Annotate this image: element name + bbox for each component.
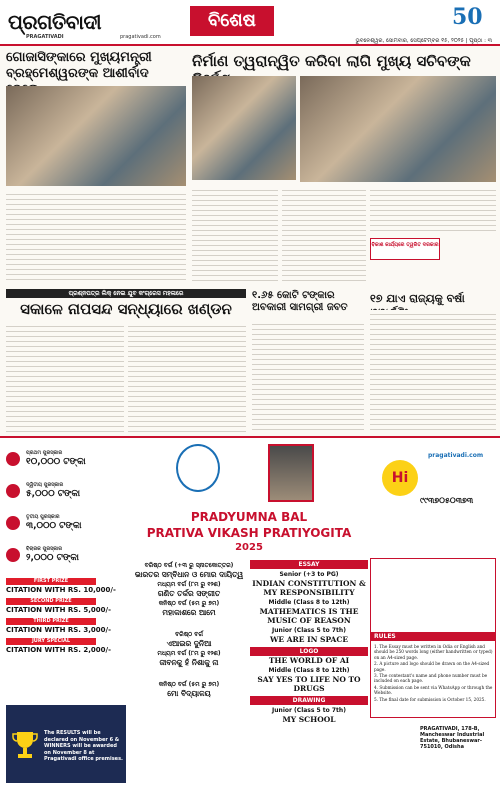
odia-cat-topic-5: ଜୀବନକୁ ହଁ ନିଶାକୁ ନା	[159, 658, 219, 667]
story-body-left	[6, 190, 186, 282]
trophy-icon	[12, 730, 38, 760]
photo-meeting-room	[192, 76, 296, 180]
headline-line-2: ବ୍ରହ୍ମେଶ୍ୱରଙ୍କ ଆଶୀର୍ବାଦ	[6, 66, 149, 81]
prize-amount-2: ୫,୦୦୦ ଟଙ୍କା	[26, 489, 81, 499]
prize-label-2: ଦ୍ୱିତୀୟ ପୁରସ୍କାର	[26, 482, 64, 488]
rain-body	[370, 310, 496, 432]
story-body-main-2	[282, 186, 366, 282]
en-cat-sub-6: Junior (Class 5 to 7th)	[272, 707, 346, 714]
excise-body	[252, 320, 364, 432]
odia-cat-sub-4: ବରିଷ୍ଠ ବର୍ଗ	[175, 631, 203, 638]
founder-portrait	[268, 444, 314, 502]
prize-amount-4: ୨,୦୦୦ ଟଙ୍କା	[26, 553, 79, 563]
rule-item: 4. Submission can be sent via WhatsApp or through the Website.	[374, 684, 493, 696]
en-cat-sub-1: Senior (+3 to PG)	[279, 571, 339, 578]
en-cat-head-drawing: DRAWING	[250, 696, 368, 705]
band-kicker: ପ୍ରଶ୍ନପତ୍ର ଲିକ୍ ନେଇ ଯୁବ କଂଗ୍ରେସ ମହଳାରେ	[6, 289, 246, 298]
prize-amount-3: ୩,୦୦୦ ଟଙ୍କା	[26, 521, 82, 531]
en-cat-sub-3: Junior (Class 5 to 7th)	[272, 627, 346, 634]
photo-chief-secretary-meeting	[300, 76, 496, 182]
rules-title: RULES	[370, 632, 496, 641]
odia-cat-topic-6: ମୋ ବିଦ୍ୟାଳୟ	[167, 689, 211, 698]
odia-cat-topic-3: ମହାକାଶରେ ଆମେ	[162, 608, 216, 617]
band-body-1	[6, 322, 124, 432]
section-title: ବିଶେଷ	[190, 6, 274, 36]
rule-item: 2. A picture and logo should be drawn on the A4-sized page.	[374, 661, 490, 672]
en-cat-topic-1: INDIAN CONSTITUTION & MY RESPONSIBILITY	[252, 579, 366, 597]
prize-badge-2	[6, 484, 20, 498]
citation-amount-4: CITATION WITH RS. 2,000/-	[6, 646, 111, 654]
dateline: ଭୁବନେଶ୍ୱର, ସୋମବାର, ସେପ୍ଟେମ୍ବର ୧୫, ୨୦୨୫ | ପୃଷ୍ଠା : ୩	[355, 38, 492, 44]
results-text: The RESULTS will be declared on November 6 & WINNERS will be awarded on November 8 at Pragativadi office premises.	[44, 730, 123, 762]
publisher-address: PRAGATIVADI, 178-B, Mancheswar Industrial Estate, Bhubaneswar-751010, Odisha	[420, 726, 485, 750]
odia-cat-sub-3: କନିଷ୍ଠ ବର୍ଗ (୫ମ ରୁ ୭ମ)	[158, 600, 220, 607]
citation-label-4: JURY SPECIAL	[6, 638, 96, 645]
rule-item: 3. The contestant's name and phone number must be included on each page.	[374, 673, 488, 684]
anniversary-logo: 50	[452, 4, 483, 30]
headline-line-1: ଗୋଜାସିଙ୍କାରେ ମୁଖ୍ୟମନ୍ତ୍ରୀ	[6, 50, 152, 65]
citation-label-2: SECOND PRIZE	[6, 598, 96, 605]
prize-badge-4	[6, 548, 20, 562]
citation-label-1: FIRST PRIZE	[6, 578, 96, 585]
citation-amount-3: CITATION WITH RS. 3,000/-	[6, 626, 111, 634]
excise-headline[interactable]: ୧.୬୫ କୋଟି ଟଙ୍କାର ଅବକାରୀ ସାମଗ୍ରୀ ଜବତ	[252, 290, 348, 313]
odia-cat-sub-5: ମଧ୍ୟମ ବର୍ଗ (୮ମ ରୁ ୧୨ଶ)	[157, 650, 221, 657]
rule-item: 1. The Essay must be written in Odia or English and should be 250 words long (either handwritten or typed) on an A4-sized page.	[374, 644, 493, 660]
hi-badge[interactable]: Hi	[382, 460, 418, 496]
pull-quote: ବିକାଶ କାର୍ଯ୍ୟରେ ତ୍ୱରିତ ଦରକାର	[370, 238, 440, 260]
logo-url[interactable]: pragativadi.com	[120, 34, 161, 40]
contest-emblem	[176, 444, 220, 492]
en-cat-topic-4: THE WORLD OF AI	[268, 656, 350, 665]
en-cat-sub-2: Middle (Class 8 to 12th)	[268, 599, 350, 606]
prize-badge-1	[6, 452, 20, 466]
en-cat-topic-6: MY SCHOOL	[282, 715, 336, 724]
main-headline[interactable]: ନିର୍ମାଣ ତ୍ୱରାନ୍ୱିତ କରିବା ଲାଗି ମୁଖ୍ୟ ସଚିବଙ୍କ	[192, 52, 471, 70]
odia-cat-sub-6: କନିଷ୍ଠ ବର୍ଗ (୫ମ ରୁ ୭ମ)	[158, 681, 220, 688]
odia-cat-topic-4: ଏଆଇର ଦୁନିଆ	[166, 639, 212, 648]
citation-amount-1: CITATION WITH RS. 10,000/-	[6, 586, 116, 594]
newspaper-logo[interactable]: ପ୍ରଗତିବାଦୀ	[8, 10, 102, 34]
story-body-main-3	[370, 186, 496, 234]
citation-label-3: THIRD PRIZE	[6, 618, 96, 625]
photo-cm-temple	[6, 86, 186, 186]
prize-amount-1: ୧୦,୦୦୦ ଟଙ୍କା	[26, 457, 86, 467]
rule-item: 5. The final date for submission is October 15, 2025.	[374, 696, 486, 702]
contest-title-line-2: PRATIVA VIKASH PRATIYOGITA	[146, 526, 352, 540]
en-cat-topic-5: SAY YES TO LIFE NO TO DRUGS	[257, 675, 361, 693]
rain-warning-headline[interactable]: ୧୭ ଯାଏ ରାଜ୍ୟକୁ ବର୍ଷା	[370, 292, 465, 305]
odia-cat-topic-1: ଭାରତର ସମ୍ବିଧାନ ଓ ମୋର ଦାୟିତ୍ୱ	[134, 570, 244, 579]
whatsapp-number[interactable]: ୯୯୩୭୦୫୦୩୭୩	[420, 496, 474, 505]
prize-label-4: ବିଚାରକ ପୁରସ୍କାର	[26, 546, 63, 552]
contest-year: 2025	[235, 542, 263, 553]
logo-subtitle: PRAGATIVADI	[26, 34, 64, 40]
submission-url[interactable]: pragativadi.com	[428, 452, 484, 459]
citation-amount-2: CITATION WITH RS. 5,000/-	[6, 606, 111, 614]
band-headline[interactable]: ସକାଳେ ନାପସନ୍ଦ ସନ୍ଧ୍ୟାରେ ଖଣ୍ଡନ	[20, 300, 232, 318]
prize-label-1: ପ୍ରଥମ ପୁରସ୍କାର	[26, 450, 63, 456]
english-categories	[250, 560, 368, 724]
en-cat-topic-3: WE ARE IN SPACE	[269, 635, 349, 644]
en-cat-topic-2: MATHEMATICS IS THE MUSIC OF REASON	[259, 607, 359, 625]
prize-badge-3	[6, 516, 20, 530]
odia-categories	[130, 560, 248, 698]
story-body-main-1	[192, 186, 278, 282]
rules-list	[374, 644, 494, 703]
band-body-2	[128, 322, 246, 432]
en-cat-sub-5: Middle (Class 8 to 12th)	[268, 667, 350, 674]
odia-cat-sub-1: ବରିଷ୍ଠ ବର୍ଗ (+୩ ରୁ ସ୍ନାତକୋତ୍ତର)	[144, 562, 234, 569]
en-cat-head-logo: LOGO	[250, 647, 368, 656]
contest-title-line-1: PRADYUMNA BAL	[190, 510, 308, 524]
odia-cat-sub-2: ମଧ୍ୟମ ବର୍ଗ (୮ମ ରୁ ୧୨ଶ)	[157, 581, 221, 588]
odia-cat-topic-2: ଗଣିତ ତର୍କର ସଙ୍ଗୀତ	[157, 589, 221, 598]
prize-label-3: ତୃତୀୟ ପୁରସ୍କାର	[26, 514, 60, 520]
en-cat-head-essay: ESSAY	[250, 560, 368, 569]
masthead	[0, 0, 500, 46]
